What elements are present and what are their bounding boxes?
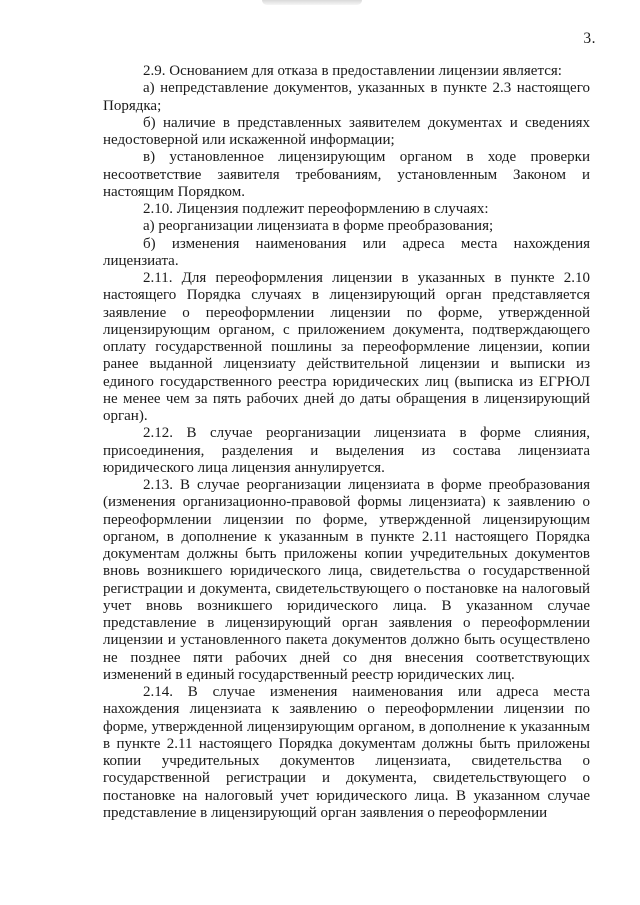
paragraph-2-10: 2.10. Лицензия подлежит переоформлению в случаях:	[143, 201, 489, 217]
paragraph-2-12: 2.12. В случае реорганизации лицензиата в форме слияния, присоединения, разделения и выделения из состава лицензиата юридического лица лицензия аннулируется.	[103, 425, 590, 476]
paragraph-2-9: 2.9. Основанием для отказа в предоставлении лицензии является:	[143, 63, 562, 79]
page-number: 3.	[583, 30, 596, 47]
paragraph-2-9-b: б) наличие в представленных заявителем документах и сведениях недостоверной или искаженной информации;	[103, 114, 590, 148]
paragraph-2-11: 2.11. Для переоформления лицензии в указанных в пункте 2.10 настоящего Порядка случаях в лицензирующий орган представляется заявление о переоформлении лицензии по форме, утвержденной лицензирующим органом, с приложением документа, подтверждающего оплату государственной пошлины за переоформление лицензии, копии ранее выданной лицензиату действительной лицензии и выписки из единого государственного реестра юридических лиц (выписка из ЕГРЮЛ не менее чем за пять рабочих дней до даты обращения в лицензирующий орган).	[103, 270, 590, 424]
paragraph-2-13: 2.13. В случае реорганизации лицензиата в форме преобразования (изменения организационно-правовой формы лицензиата) к заявлению о переоформлении лицензии по форме, утвержденной лицензирующим органом, в дополнение к указанным в пункте 2.11 настоящего Порядка документам должны быть приложены копии учредительных документов вновь возникшего юридического лица, свидетельства о государственной регистрации и документа, свидетельствующего о постановке на налоговый учет вновь возникшего юридического лица. В указанном случае представление в лицензирующий орган заявления о переоформлении лицензии и установленного пакета документов должно быть осуществлено не позднее пяти рабочих дней со дня внесения соответствующих изменений в единый государственный реестр юридических лиц.	[103, 477, 590, 683]
document-body	[103, 63, 590, 822]
scan-artifact	[262, 0, 362, 5]
paragraph-2-10-b: б) изменения наименования или адреса места нахождения лицензиата.	[103, 235, 590, 269]
paragraph-2-9-v: в) установленное лицензирующим органом в ходе проверки несоответствие заявителя требованиям, установленным Законом и настоящим Порядком.	[103, 149, 590, 200]
paragraph-2-10-a: а) реорганизации лицензиата в форме преобразования;	[143, 218, 494, 235]
paragraph-2-9-a: а) непредставление документов, указанных в пункте 2.3 настоящего Порядка;	[103, 80, 590, 114]
paragraph-2-14: 2.14. В случае изменения наименования или адреса места нахождения лицензиата к заявлению о переоформлении лицензии по форме, утвержденной лицензирующим органом, в дополнение к указанным в пункте 2.11 настоящего Порядка документам должны быть приложены копии учредительных документов лицензиата, свидетельства о государственной регистрации и документа, свидетельствующего о постановке на налоговый учет юридического лица. В указанном случае представление в лицензирующий орган заявления о переоформлении	[103, 684, 590, 821]
